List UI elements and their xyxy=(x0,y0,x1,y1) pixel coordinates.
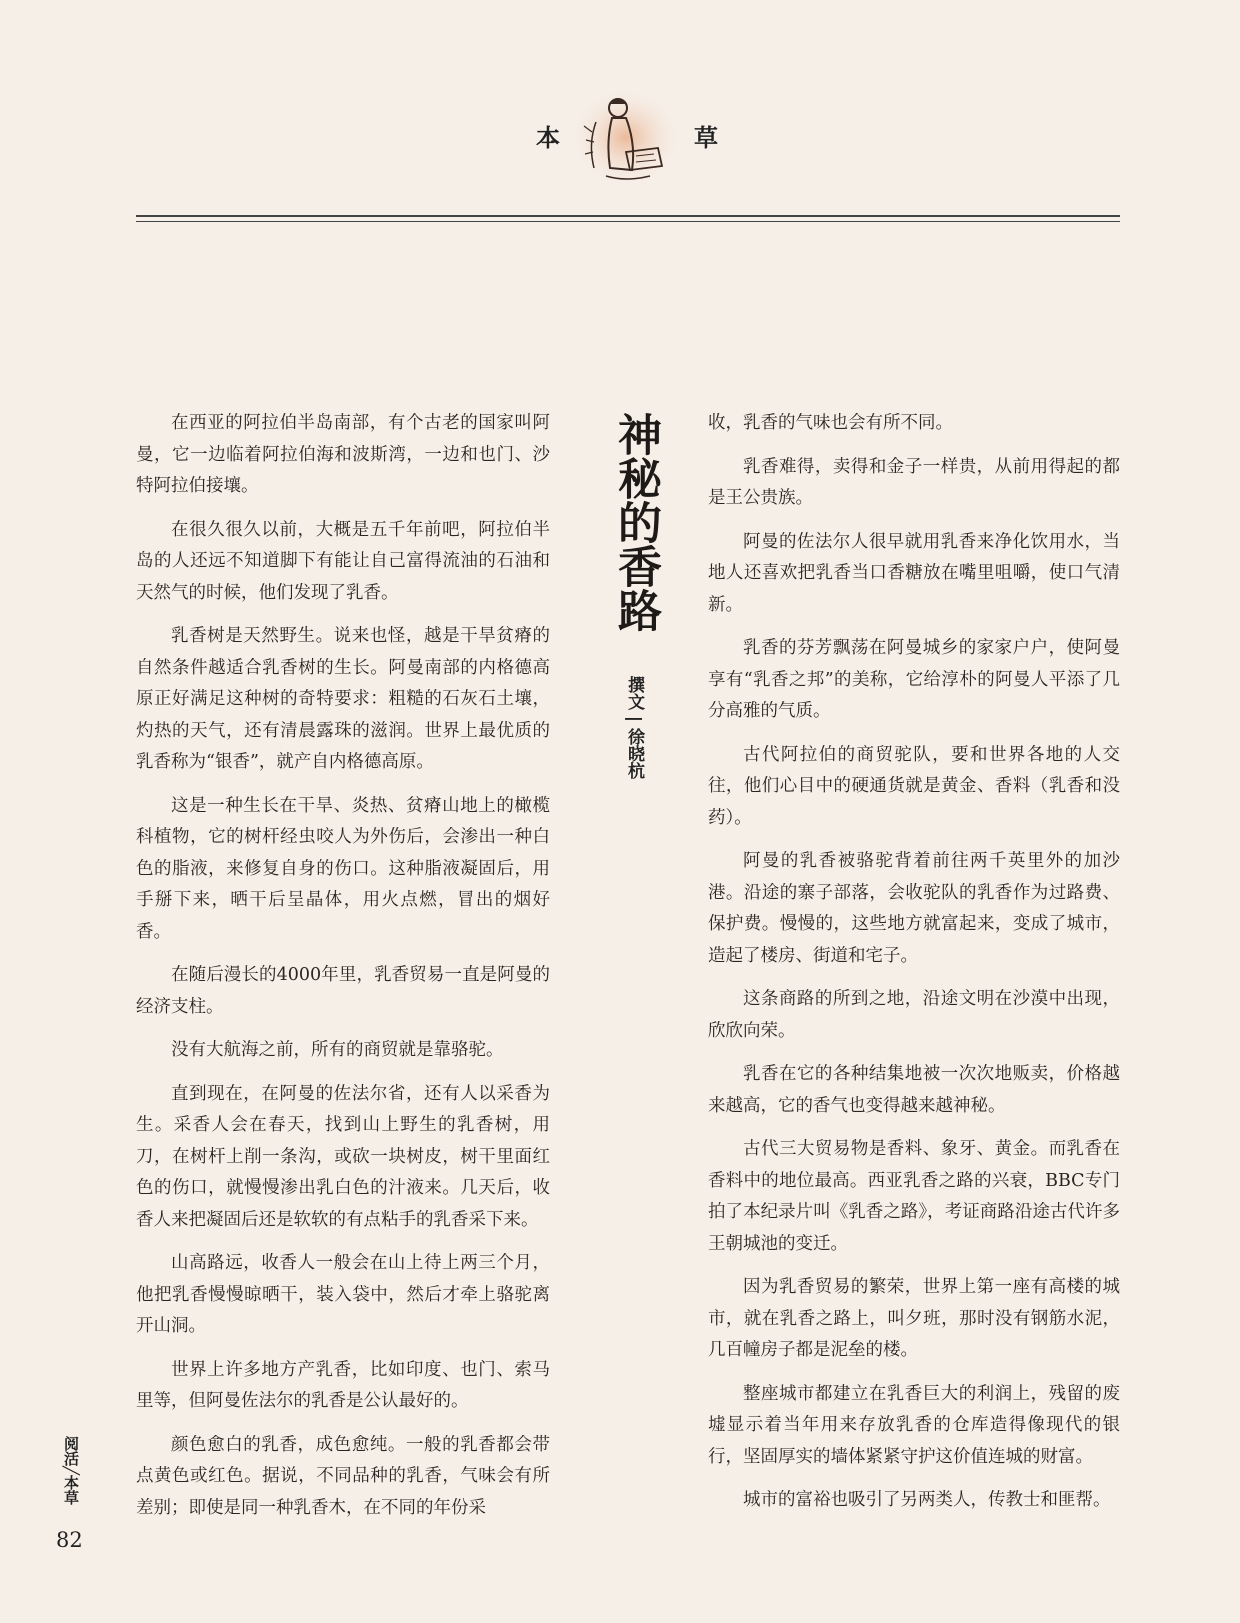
right-column xyxy=(708,408,1120,1529)
left-paragraph-8: 山高路远，收香人一般会在山上待上两三个月，他把乳香慢慢晾晒干，装入袋中，然后才牵上骆驼离开山洞。 xyxy=(136,1253,550,1336)
right-paragraph-7: 乳香在它的各种结集地被一次次地贩卖，价格越来越高，它的香气也变得越来越神秘。 xyxy=(708,1064,1120,1116)
left-paragraph-6: 没有大航海之前，所有的商贸就是靠骆驼。 xyxy=(171,1040,504,1060)
right-continuation: 收，乳香的气味也会有所不同。 xyxy=(708,413,953,433)
right-paragraph-1: 乳香难得，卖得和金子一样贵，从前用得起的都是王公贵族。 xyxy=(708,456,1120,508)
right-paragraph-10: 整座城市都建立在乳香巨大的利润上，残留的废墟显示着当年用来存放乳香的仓库造得像现代的银行，坚固厚实的墙体紧紧守护这价值连城的财富。 xyxy=(708,1383,1120,1467)
right-paragraph-2: 阿曼的佐法尔人很早就用乳香来净化饮用水，当地人还喜欢把乳香当口香糖放在嘴里咀嚼，使口气清新。 xyxy=(708,531,1120,615)
left-column xyxy=(136,408,550,1536)
magazine-section-label: 阅活╱本草 xyxy=(62,1436,80,1506)
right-paragraph-11: 城市的富裕也吸引了另两类人，传教士和匪帮。 xyxy=(743,1490,1111,1510)
right-paragraph-8: 古代三大贸易物是香料、象牙、黄金。而乳香在香料中的地位最高。西亚乳香之路的兴衰，BBC专门拍了本纪录片叫《乳香之路》，考证商路沿途古代许多王朝城池的变迁。 xyxy=(708,1139,1120,1254)
right-paragraph-6: 这条商路的所到之地，沿途文明在沙漠中出现，欣欣向荣。 xyxy=(708,989,1120,1041)
article-byline: 撰文 | 徐晓杭 xyxy=(624,676,644,780)
header-rule-thin xyxy=(136,221,1120,222)
right-paragraph-5: 阿曼的乳香被骆驼背着前往两千英里外的加沙港。沿途的寨子部落，会收驼队的乳香作为过路费、保护费。慢慢的，这些地方就富起来，变成了城市，造起了楼房、街道和宅子。 xyxy=(708,851,1120,966)
article-title: 神秘的香路 xyxy=(610,412,661,632)
header-right-char: 草 xyxy=(694,123,718,152)
right-paragraph-9: 因为乳香贸易的繁荣，世界上第一座有高楼的城市，就在乳香之路上，叫夕班，那时没有钢筋水泥，几百幢房子都是泥垒的楼。 xyxy=(708,1277,1120,1360)
left-paragraph-3: 乳香树是天然野生。说来也怪，越是干旱贫瘠的自然条件越适合乳香树的生长。阿曼南部的内格德高原正好满足这种树的奇特要求：粗糙的石灰石土壤，灼热的天气，还有清晨露珠的滋润。世界上最优质的乳香称为“银香”，就产自内格德高原。 xyxy=(136,626,550,772)
left-paragraph-2: 在很久很久以前，大概是五千年前吧，阿拉伯半岛的人还远不知道脚下有能让自己富得流油的石油和天然气的时候，他们发现了乳香。 xyxy=(136,519,550,603)
right-paragraph-4: 古代阿拉伯的商贸驼队，要和世界各地的人交往，他们心目中的硬通货就是黄金、香料（乳香和没药）。 xyxy=(708,744,1120,828)
left-paragraph-9: 世界上许多地方产乳香，比如印度、也门、索马里等，但阿曼佐法尔的乳香是公认最好的。 xyxy=(136,1359,550,1411)
right-paragraph-3: 乳香的芬芳飘荡在阿曼城乡的家家户户，使阿曼享有“乳香之邦”的美称，它给淳朴的阿曼人平添了几分高雅的气质。 xyxy=(708,638,1120,721)
herbalist-emblem-icon xyxy=(566,82,686,192)
left-paragraph-7: 直到现在，在阿曼的佐法尔省，还有人以采香为生。采香人会在春天，找到山上野生的乳香树，用刀，在树杆上削一条沟，或砍一块树皮，树干里面红色的伤口，就慢慢渗出乳白色的汁液来。几天后，收香人来把凝固后还是软软的有点粘手的乳香采下来。 xyxy=(136,1083,550,1230)
left-paragraph-4: 这是一种生长在干旱、炎热、贫瘠山地上的橄榄科植物，它的树杆经虫咬人为外伤后，会渗出一种白色的脂液，来修复自身的伤口。这种脂液凝固后，用手掰下来，晒干后呈晶体，用火点燃，冒出的烟好香。 xyxy=(136,795,550,942)
page-number: 82 xyxy=(56,1528,83,1552)
header-left-char: 本 xyxy=(536,123,560,152)
left-paragraph-10: 颜色愈白的乳香，成色愈纯。一般的乳香都会带点黄色或红色。据说，不同品种的乳香，气味会有所差别；即使是同一种乳香木，在不同的年份采 xyxy=(136,1434,550,1518)
header-rule-thick xyxy=(136,215,1120,217)
left-paragraph-1: 在西亚的阿拉伯半岛南部，有个古老的国家叫阿曼，它一边临着阿拉伯海和波斯湾，一边和也门、沙特阿拉伯接壤。 xyxy=(136,413,550,496)
left-paragraph-5: 在随后漫长的4000年里，乳香贸易一直是阿曼的经济支柱。 xyxy=(136,965,550,1017)
